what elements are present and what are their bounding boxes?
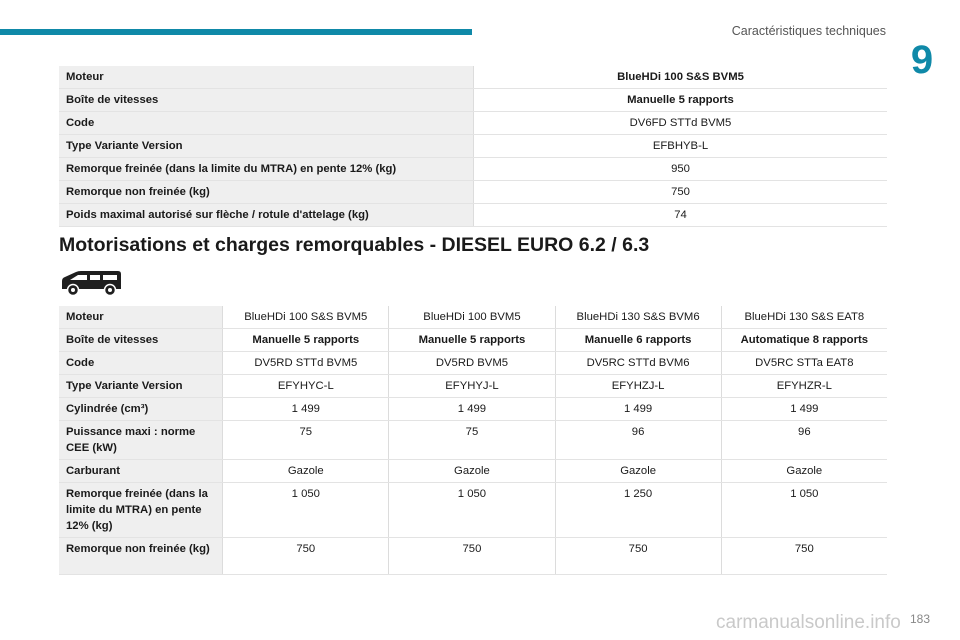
row-label: Puissance maxi : norme CEE (kW) [59,421,223,460]
cell-value: BlueHDi 100 BVM5 [389,306,555,329]
cell-value: 1 250 [555,483,721,538]
cell-value: Gazole [721,460,887,483]
cell-value: EFYHZR-L [721,375,887,398]
row-label: Poids maximal autorisé sur flèche / rotule d'attelage (kg) [59,204,474,227]
row-value: EFBHYB-L [474,135,888,158]
van-icon [60,268,124,298]
row-label: Boîte de vitesses [59,329,223,352]
cell-value: 750 [223,538,389,575]
section-title: Caractéristiques techniques [731,24,886,38]
cell-value: 1 050 [721,483,887,538]
cell-value: Gazole [555,460,721,483]
cell-value: DV5RC STTd BVM6 [555,352,721,375]
row-label: Type Variante Version [59,375,223,398]
row-value: 750 [474,181,888,204]
row-label: Moteur [59,306,223,329]
table-row [59,538,887,575]
table-row [59,181,887,204]
cell-value: EFYHZJ-L [555,375,721,398]
chapter-number: 9 [910,38,934,82]
cell-value: 75 [389,421,555,460]
cell-value: 1 499 [389,398,555,421]
spec-table-single [59,66,887,227]
row-label: Cylindrée (cm³) [59,398,223,421]
cell-value: BlueHDi 130 S&S BVM6 [555,306,721,329]
cell-value: 1 050 [389,483,555,538]
row-label: Remorque freinée (dans la limite du MTRA) en pente 12% (kg) [59,158,474,181]
cell-value: Manuelle 6 rapports [555,329,721,352]
row-label: Code [59,352,223,375]
row-value: BlueHDi 100 S&S BVM5 [474,66,888,89]
cell-value: Manuelle 5 rapports [223,329,389,352]
row-label: Moteur [59,66,474,89]
row-label: Remorque freinée (dans la limite du MTRA) en pente 12% (kg) [59,483,223,538]
cell-value: 96 [721,421,887,460]
cell-value: 1 499 [223,398,389,421]
table-row [59,158,887,181]
table-row [59,89,887,112]
cell-value: 750 [721,538,887,575]
cell-value: 750 [389,538,555,575]
row-label: Type Variante Version [59,135,474,158]
cell-value: 750 [555,538,721,575]
spec-table-diesel [59,306,887,575]
table-row [59,483,887,538]
table-row [59,421,887,460]
cell-value: 1 050 [223,483,389,538]
table-row [59,112,887,135]
table-row [59,352,887,375]
cell-value: EFYHYJ-L [389,375,555,398]
table-row [59,398,887,421]
cell-value: 1 499 [721,398,887,421]
cell-value: 75 [223,421,389,460]
cell-value: DV5RD BVM5 [389,352,555,375]
table-row [59,306,887,329]
table-row [59,460,887,483]
row-label: Carburant [59,460,223,483]
cell-value: Manuelle 5 rapports [389,329,555,352]
row-label: Remorque non freinée (kg) [59,181,474,204]
page-number: 183 [910,612,931,626]
table-row [59,329,887,352]
row-label: Code [59,112,474,135]
cell-value: Gazole [389,460,555,483]
cell-value: 1 499 [555,398,721,421]
header-accent-bar [0,29,472,35]
cell-value: 96 [555,421,721,460]
row-value: 950 [474,158,888,181]
row-value: DV6FD STTd BVM5 [474,112,888,135]
section-heading: Motorisations et charges remorquables - DIESEL EURO 6.2 / 6.3 [59,234,650,256]
cell-value: EFYHYC-L [223,375,389,398]
row-value: Manuelle 5 rapports [474,89,888,112]
row-value: 74 [474,204,888,227]
table-row [59,375,887,398]
table-row [59,66,887,89]
watermark-text: carmanualsonline.info [716,612,901,633]
cell-value: BlueHDi 100 S&S BVM5 [223,306,389,329]
row-label: Boîte de vitesses [59,89,474,112]
table-row [59,135,887,158]
table-row [59,204,887,227]
cell-value: DV5RD STTd BVM5 [223,352,389,375]
cell-value: BlueHDi 130 S&S EAT8 [721,306,887,329]
cell-value: DV5RC STTa EAT8 [721,352,887,375]
cell-value: Gazole [223,460,389,483]
cell-value: Automatique 8 rapports [721,329,887,352]
row-label: Remorque non freinée (kg) [59,538,223,575]
